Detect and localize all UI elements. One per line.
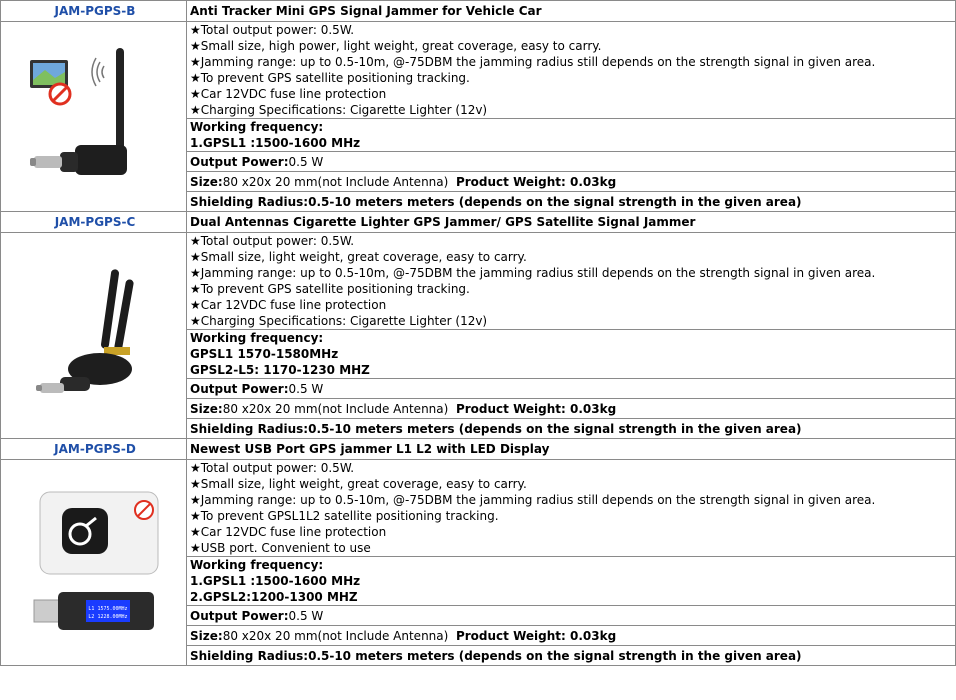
freq-line: 2.GPSL2:1200-1300 MHZ (190, 590, 358, 604)
product-image-cell (1, 460, 187, 666)
size-weight (187, 172, 956, 192)
feature-item: ★Car 12VDC fuse line protection (190, 525, 387, 539)
product-title: Anti Tracker Mini GPS Signal Jammer for Vehicle Car (187, 1, 956, 22)
freq-line: GPSL2-L5: 1170-1230 MHZ (190, 363, 370, 377)
led-line: L1 1575.00MHz (88, 605, 128, 612)
output-value: 0.5 W (288, 608, 324, 623)
product-image-cell (1, 233, 187, 439)
car-gps-jammer-image (20, 30, 170, 200)
feature-list (187, 460, 956, 557)
shielding-radius (187, 192, 956, 212)
feature-item: ★Small size, light weight, great coverage, easy to carry. (190, 477, 527, 491)
feature-item: ★USB port. Convenient to use (190, 541, 371, 555)
working-frequency (187, 557, 956, 606)
feature-item: ★Jamming range: up to 0.5-10m, @-75DBM the jamming radius still depends on the strength signal in given area. (190, 493, 876, 507)
output-power (187, 152, 956, 172)
dual-antenna-jammer-image (20, 249, 170, 419)
feature-item: ★Small size, high power, light weight, great coverage, easy to carry. (190, 39, 602, 53)
shield-value: 0.5-10 meters meters (depends on the signal strength in the given area) (308, 421, 802, 436)
shield-label: Shielding Radius: (190, 648, 309, 663)
size-label: Size: (190, 628, 223, 643)
feature-list (187, 233, 956, 330)
product-title: Newest USB Port GPS jammer L1 L2 with LED Display (187, 439, 956, 460)
output-label: Output Power: (190, 381, 289, 396)
freq-line: 1.GPSL1 :1500-1600 MHz (190, 574, 361, 588)
output-value: 0.5 W (288, 381, 324, 396)
feature-list (187, 22, 956, 119)
model-name: JAM-PGPS-C (1, 212, 187, 233)
shield-label: Shielding Radius: (190, 194, 309, 209)
freq-line: GPSL1 1570-1580MHz (190, 347, 339, 361)
output-power (187, 606, 956, 626)
freq-label: Working frequency: (190, 331, 324, 345)
feature-item: ★Charging Specifications: Cigarette Lighter (12v) (190, 103, 488, 117)
shield-label: Shielding Radius: (190, 421, 309, 436)
freq-line: 1.GPSL1 :1500-1600 MHz (190, 136, 361, 150)
shielding-radius (187, 419, 956, 439)
output-label: Output Power: (190, 608, 289, 623)
weight-label: Product Weight: 0.03kg (455, 174, 617, 189)
working-frequency (187, 119, 956, 152)
feature-item: ★To prevent GPS satellite positioning tracking. (190, 282, 470, 296)
feature-item: ★Car 12VDC fuse line protection (190, 87, 387, 101)
size-label: Size: (190, 401, 223, 416)
weight-label: Product Weight: 0.03kg (455, 628, 617, 643)
feature-item: ★To prevent GPS satellite positioning tracking. (190, 71, 470, 85)
feature-item: ★Total output power: 0.5W. (190, 234, 355, 248)
output-power (187, 379, 956, 399)
led-line: L2 1228.00MHz (88, 613, 128, 620)
product-image-cell (1, 22, 187, 212)
working-frequency (187, 330, 956, 379)
feature-item: ★To prevent GPSL1L2 satellite positioning tracking. (190, 509, 499, 523)
shielding-radius (187, 646, 956, 666)
feature-item: ★Total output power: 0.5W. (190, 461, 355, 475)
size-weight (187, 626, 956, 646)
size-value: 80 x20x 20 mm(not Include Antenna) (222, 628, 449, 643)
model-name: JAM-PGPS-D (1, 439, 187, 460)
size-label: Size: (190, 174, 223, 189)
freq-label: Working frequency: (190, 120, 324, 134)
usb-gps-jammer-image (20, 466, 170, 656)
size-value: 80 x20x 20 mm(not Include Antenna) (222, 401, 449, 416)
feature-item: ★Small size, light weight, great coverage, easy to carry. (190, 250, 527, 264)
size-weight (187, 399, 956, 419)
size-value: 80 x20x 20 mm(not Include Antenna) (222, 174, 449, 189)
feature-item: ★Jamming range: up to 0.5-10m, @-75DBM the jamming radius still depends on the strength signal in given area. (190, 55, 876, 69)
freq-label: Working frequency: (190, 558, 324, 572)
feature-item: ★Charging Specifications: Cigarette Lighter (12v) (190, 314, 488, 328)
shield-value: 0.5-10 meters meters (depends on the signal strength in the given area) (308, 194, 802, 209)
output-label: Output Power: (190, 154, 289, 169)
product-title: Dual Antennas Cigarette Lighter GPS Jammer/ GPS Satellite Signal Jammer (187, 212, 956, 233)
shield-value: 0.5-10 meters meters (depends on the signal strength in the given area) (308, 648, 802, 663)
feature-item: ★Jamming range: up to 0.5-10m, @-75DBM the jamming radius still depends on the strength signal in given area. (190, 266, 876, 280)
model-name: JAM-PGPS-B (1, 1, 187, 22)
feature-item: ★Total output power: 0.5W. (190, 23, 355, 37)
feature-item: ★Car 12VDC fuse line protection (190, 298, 387, 312)
output-value: 0.5 W (288, 154, 324, 169)
weight-label: Product Weight: 0.03kg (455, 401, 617, 416)
